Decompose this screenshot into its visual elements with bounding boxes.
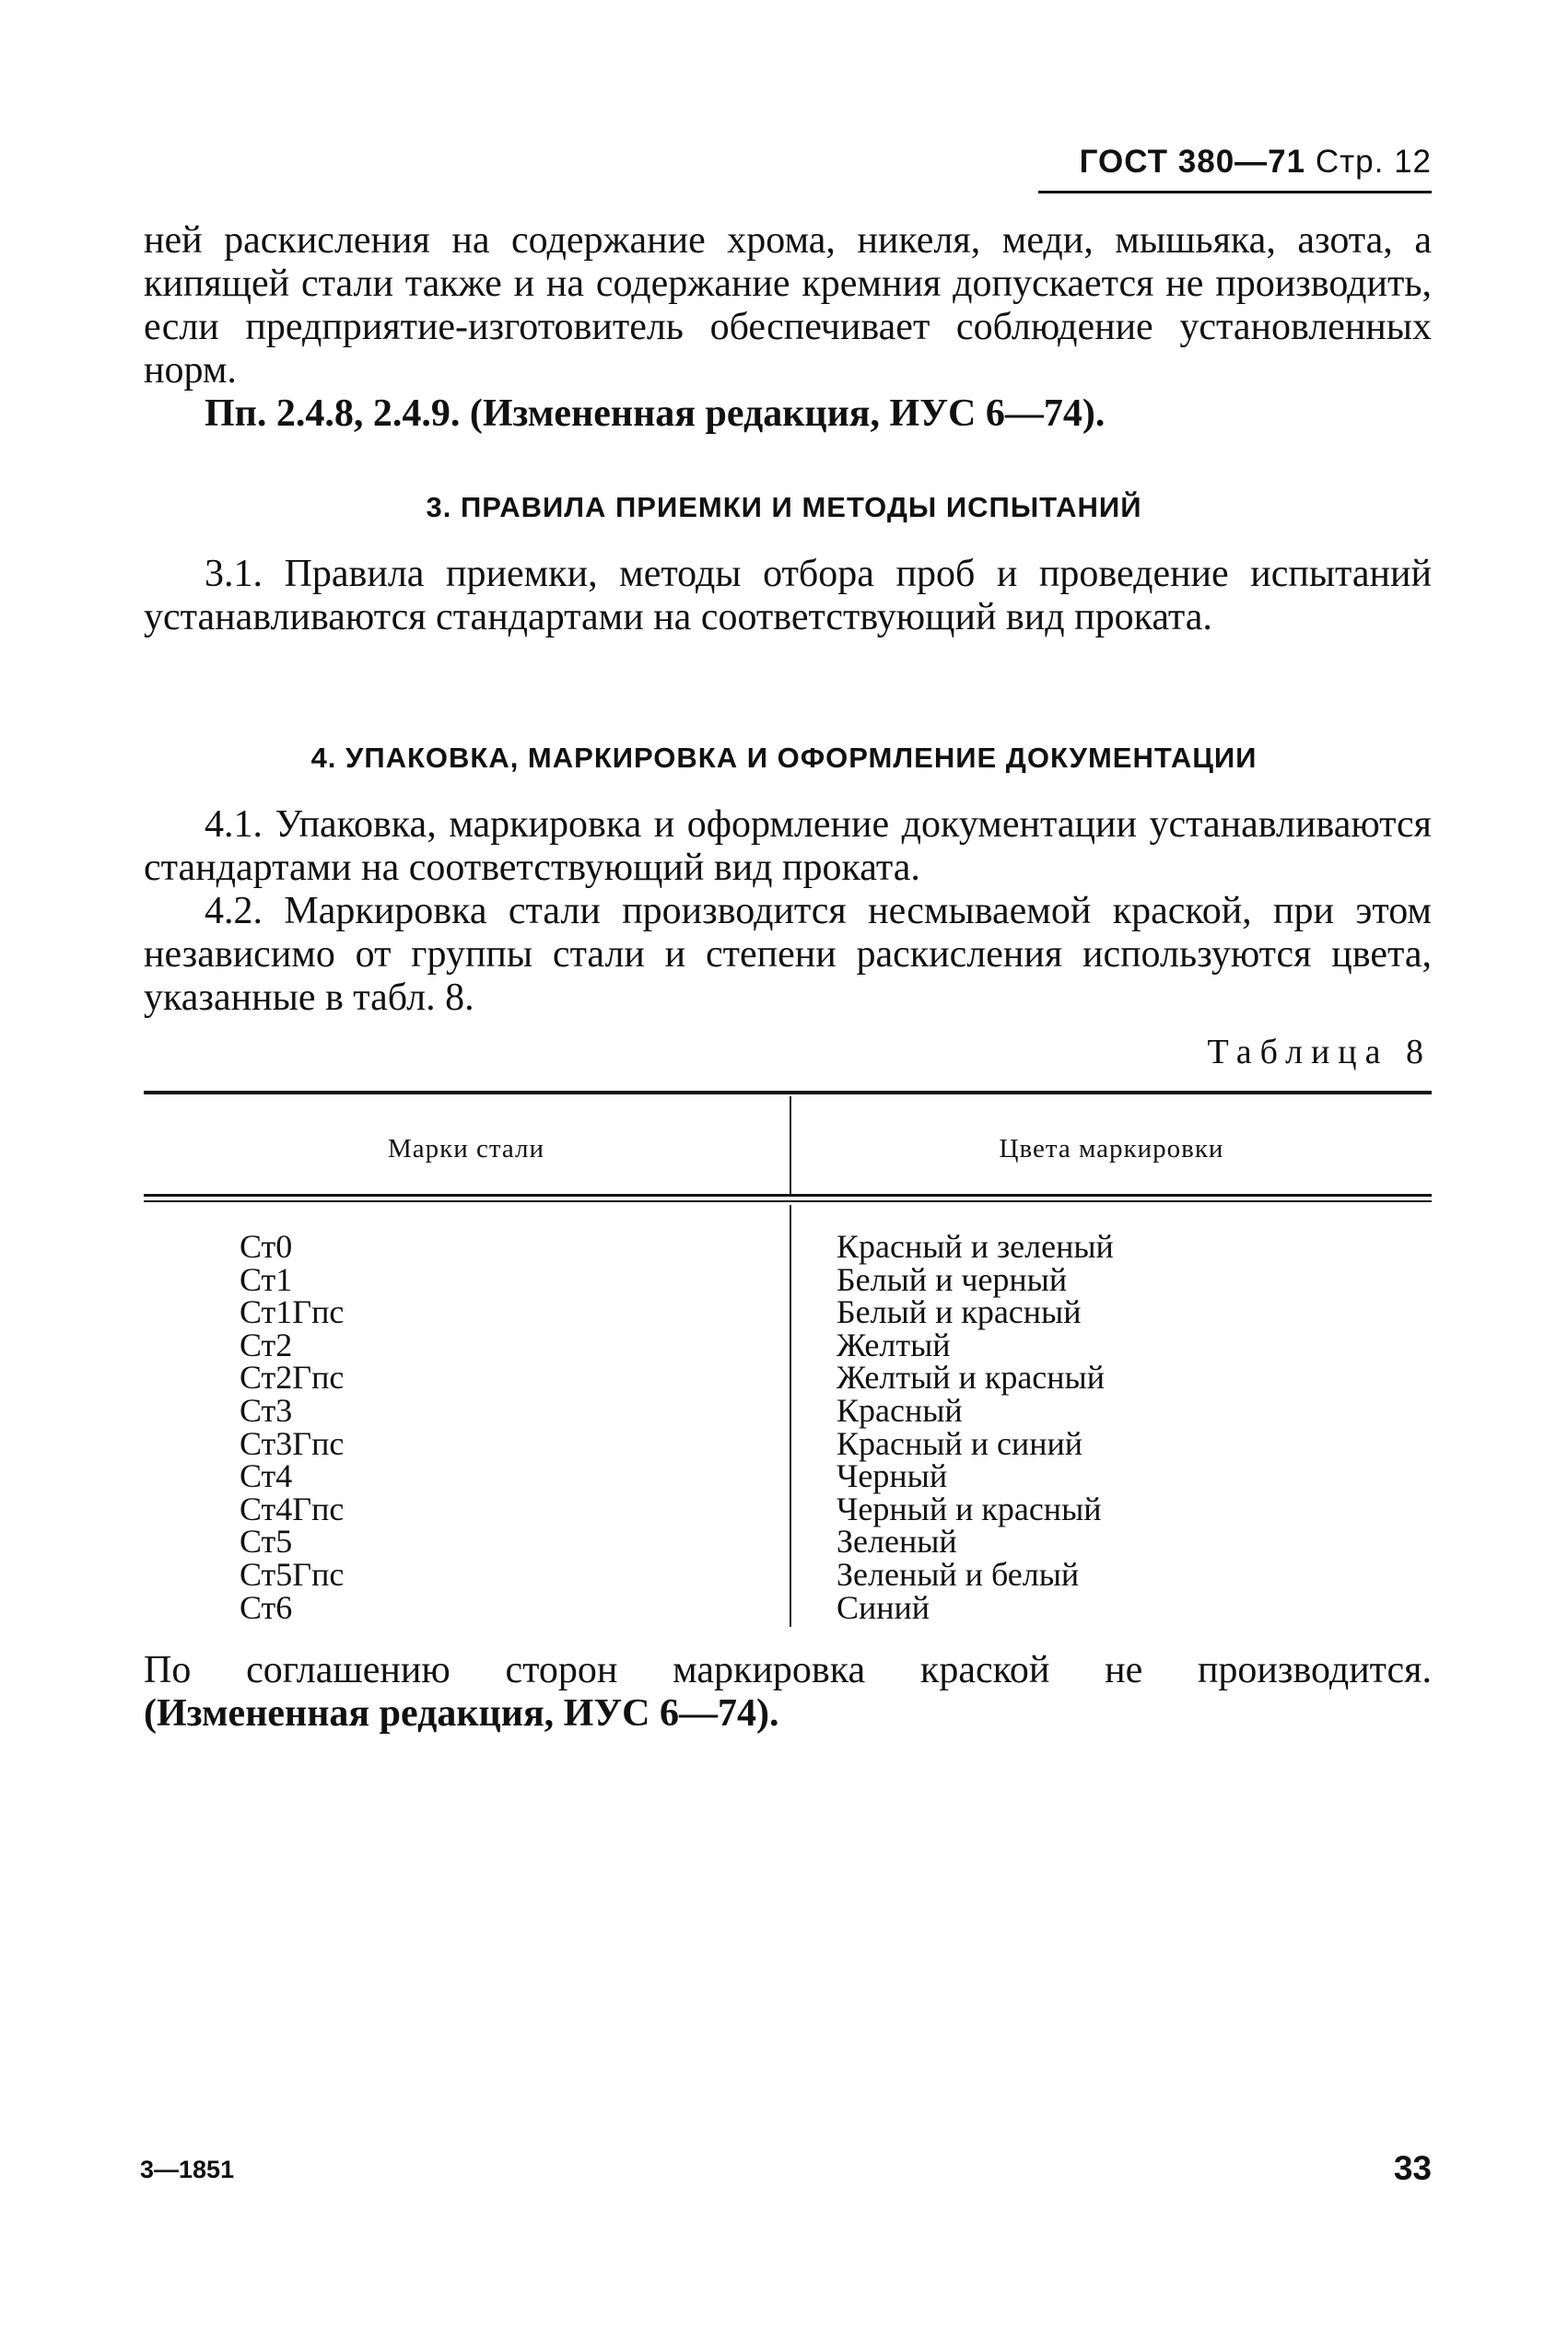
intro-paragraph: ней раскисления на содержание хрома, никеля, меди, мышьяка, азота, а кипящей стали также и на содержание кремния допускается не производить, если предприятие-изготовитель обеспечивает соблюдение установленных норм.: [144, 219, 1432, 392]
color-cell: Красный и зеленый: [837, 1228, 1114, 1265]
header-marking-colors: Цвета маркировки: [999, 1134, 1224, 1164]
standard-number: ГОСТ 380—71: [1079, 144, 1306, 180]
header-steel-grades: Марки стали: [387, 1134, 545, 1164]
after-table-block: [144, 1649, 1432, 1736]
grade-cell: Ст1: [240, 1260, 293, 1298]
page-header: [1080, 144, 1432, 181]
paragraph-3-1: 3.1. Правила приемки, методы отбора проб и проведение испытаний устанавливаются стандартами на соответствующий вид проката.: [144, 553, 1432, 638]
grade-cell: Ст5Гпс: [240, 1555, 345, 1593]
color-cell: Красный: [837, 1391, 963, 1429]
marking-agreement-note: По соглашению сторон маркировка краской не производится.: [144, 1649, 1432, 1691]
color-cell: Черный и красный: [837, 1490, 1102, 1527]
after-table-amendment: (Измененная редакция, ИУС 6—74).: [144, 1692, 779, 1735]
section-4-body: [144, 803, 1432, 1020]
grade-cell: Ст4Гпс: [240, 1490, 345, 1527]
print-signature: 3—1851: [140, 2156, 235, 2183]
paragraph-4-1: 4.1. Упаковка, маркировка и оформление документации устанавливаются стандартами на соответствующий вид проката.: [144, 803, 1432, 889]
color-cell: Синий: [837, 1588, 930, 1626]
table-header-rule-1: [144, 1194, 1432, 1197]
color-cell: Желтый и красный: [837, 1359, 1105, 1397]
intro-block: [144, 219, 1432, 436]
table-header-rule-2: [144, 1200, 1432, 1202]
section-3-body: [144, 553, 1432, 639]
table-caption: Таблица 8: [1207, 1033, 1432, 1071]
body-column-divider: [790, 1205, 791, 1627]
grade-cell: Ст6: [240, 1588, 293, 1626]
color-cell: Черный: [837, 1457, 948, 1495]
color-cell: Зеленый: [837, 1523, 957, 1561]
grade-cell: Ст4: [240, 1457, 293, 1495]
grade-cell: Ст2Гпс: [240, 1359, 345, 1397]
color-cell: Белый и красный: [837, 1293, 1082, 1331]
table-top-rule: [144, 1091, 1432, 1094]
grade-cell: Ст3Гпс: [240, 1424, 345, 1462]
paragraph-4-2: 4.2. Маркировка стали производится несмываемой краской, при этом независимо от группы стали и степени раскисления используются цвета, указанные в табл. 8.: [144, 890, 1432, 1019]
steel-grades-column: [240, 1228, 345, 1626]
color-cell: Белый и черный: [837, 1260, 1068, 1298]
header-rule: [1038, 191, 1432, 193]
grade-cell: Ст3: [240, 1391, 293, 1429]
grade-cell: Ст1Гпс: [240, 1293, 345, 1331]
grade-cell: Ст0: [240, 1228, 293, 1265]
grade-cell: Ст5: [240, 1523, 293, 1561]
folio-number: 33: [1393, 2149, 1432, 2187]
color-cell: Желтый: [837, 1326, 951, 1363]
color-cell: Зеленый и белый: [837, 1555, 1080, 1593]
page-number-label: Стр. 12: [1315, 144, 1432, 180]
marking-colors-column: [837, 1228, 1114, 1626]
intro-amendment: Пп. 2.4.8, 2.4.9. (Измененная редакция, ИУС 6—74).: [205, 392, 1106, 435]
color-cell: Красный и синий: [837, 1424, 1082, 1462]
grade-cell: Ст2: [240, 1326, 293, 1363]
section-4-heading: 4. УПАКОВКА, МАРКИРОВКА И ОФОРМЛЕНИЕ ДОКУМЕНТАЦИИ: [310, 742, 1258, 774]
section-3-heading: 3. ПРАВИЛА ПРИЕМКИ И МЕТОДЫ ИСПЫТАНИЙ: [426, 491, 1142, 523]
